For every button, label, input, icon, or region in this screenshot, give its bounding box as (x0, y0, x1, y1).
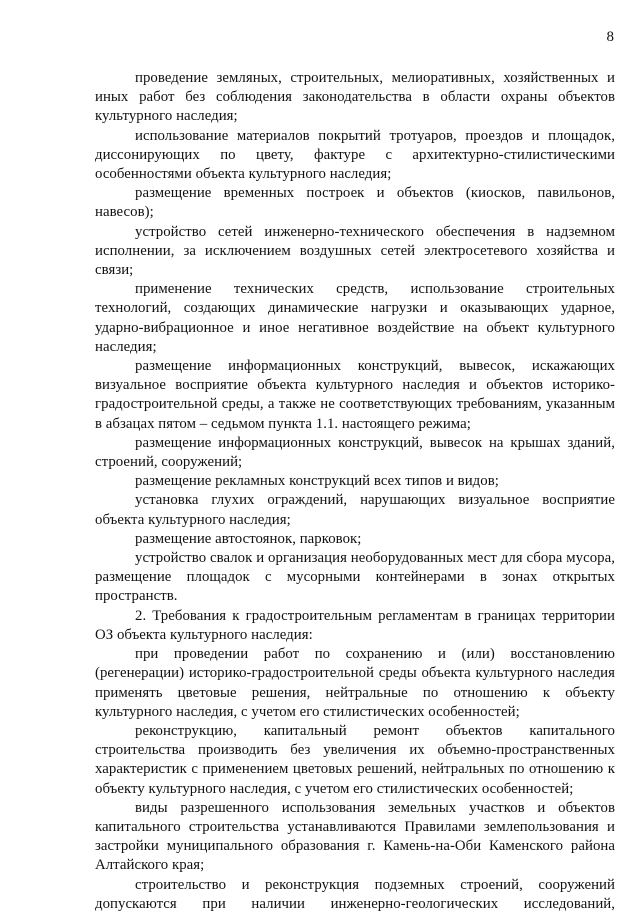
paragraph-section-2-heading: 2. Требования к градостроительным регламентам в границах территории ОЗ объекта культурного наследия: (95, 607, 615, 643)
paragraph-dumps: устройство свалок и организация необорудованных мест для сбора мусора, размещение площадок с мусорными контейнерами в зонах открытых пространств. (95, 550, 615, 605)
paragraph-temporary-buildings: размещение временных построек и объектов (киосков, павильонов, навесов); (95, 185, 615, 221)
paragraph-roof-signs: размещение информационных конструкций, вывесок на крышах зданий, строений, сооружений; (95, 434, 615, 471)
paragraph-underground-construction: строительство и реконструкция подземных строений, сооружений допускаются при наличии инженерно-геологических исследований, (95, 876, 615, 912)
paragraph-color-solutions: при проведении работ по сохранению и (или) восстановлению (регенерации) историко-градостроительной среды объекта культурного наследия применять цветовые решения, нейтральные по отношению к объекту культурного наследия, с учетом его стилистических особенностей; (95, 646, 615, 720)
paragraph-earthworks: проведение земляных, строительных, мелиоративных, хозяйственных и иных работ без соблюдения законодательства в области охраны объектов культурного наследия; (95, 70, 615, 125)
page-number: 8 (606, 29, 614, 45)
paragraph-technical-means: применение технических средств, использование строительных технологий, создающих динамические нагрузки и оказывающих ударное, ударно-вибрационное и иное негативное воздействие на объект культурного наследия; (95, 281, 615, 355)
paragraph-pavement-materials: использование материалов покрытий тротуаров, проездов и площадок, диссонирующих по цвету, фактуре с архитектурно-стилистическими особенностями объекта культурного наследия; (95, 127, 615, 183)
paragraph-utility-networks: устройство сетей инженерно-технического обеспечения в надземном исполнении, за исключением воздушных сетей электросетевого хозяйства и связи; (95, 223, 615, 279)
paragraph-advertising: размещение рекламных конструкций всех типов и видов; (135, 473, 499, 490)
paragraph-blind-fences: установка глухих ограждений, нарушающих визуальное восприятие объекта культурного наследия; (95, 492, 615, 528)
document-body (95, 69, 615, 914)
paragraph-parking: размещение автостоянок, парковок; (135, 530, 362, 547)
paragraph-information-structures: размещение информационных конструкций, вывесок, искажающих визуальное восприятие объекта культурного наследия и объектов историко-градостроительной среды, а также не соответствующих требованиям, указанным в абзацах пятом – седьмом пункта 1.1. настоящего режима; (95, 358, 615, 432)
paragraph-permitted-use: виды разрешенного использования земельных участков и объектов капитального строительства устанавливаются Правилами землепользования и застройки муниципального образования г. Камень-на-Оби Каменского района Алтайского края; (95, 799, 615, 874)
paragraph-reconstruction: реконструкцию, капитальный ремонт объектов капитального строительства производить без увеличения их объемно-пространственных характеристик с применением цветовых решений, нейтральных по отношению к объекту культурного наследия, с учетом его стилистических особенностей; (95, 722, 615, 797)
